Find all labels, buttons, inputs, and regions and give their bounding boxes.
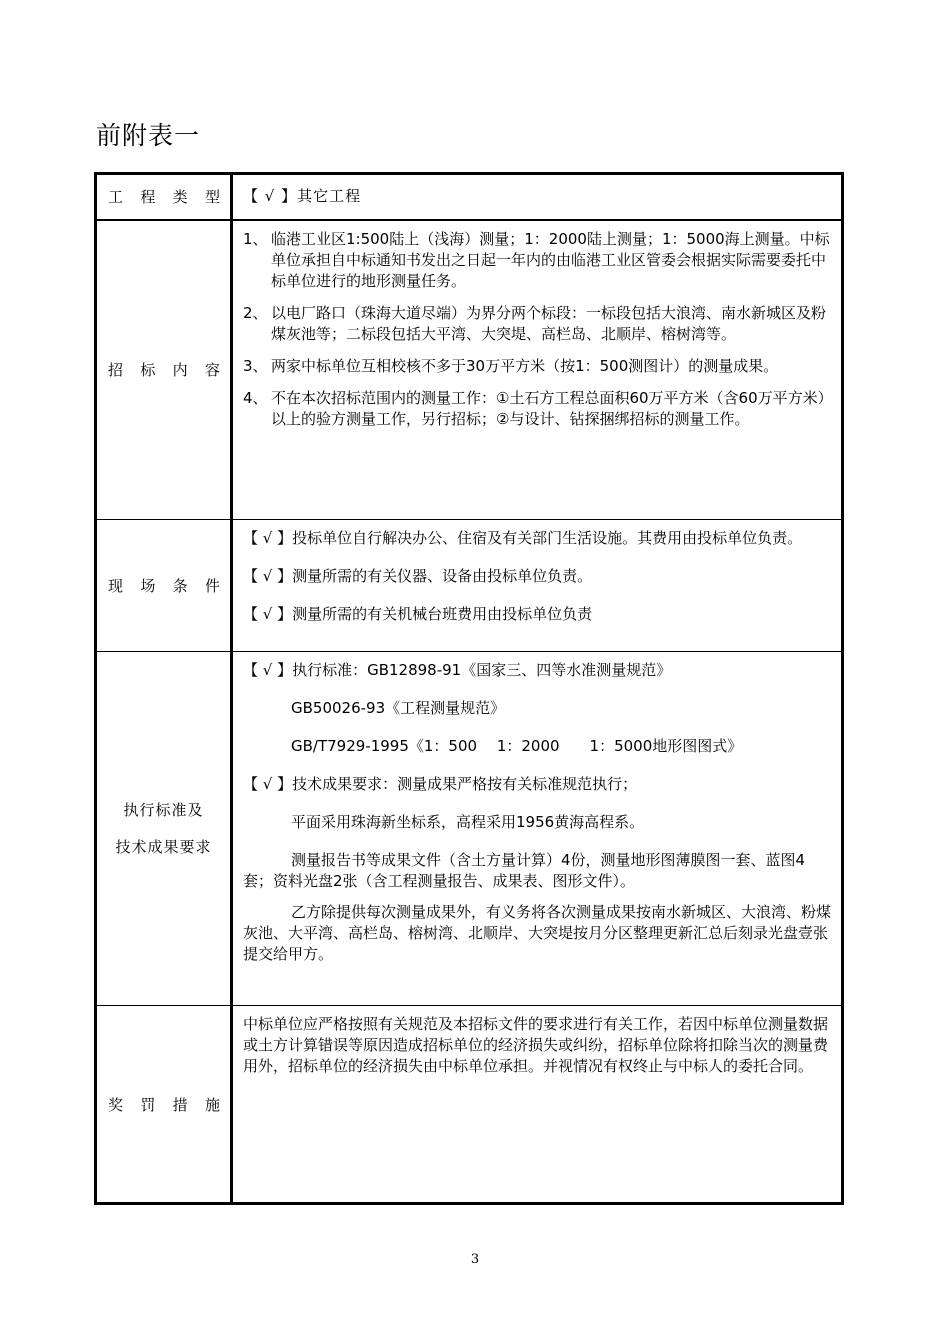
row-bid-content (96, 220, 843, 520)
item-number: 3、 (243, 356, 268, 375)
label-char: 内 (172, 361, 189, 380)
cell-bid-content (232, 220, 843, 520)
list-item (243, 388, 833, 430)
row-standards (96, 652, 843, 1006)
list-item (243, 229, 833, 292)
standard-text: 【 √ 】执行标准：GB12898-91《国家三、四等水准测量规范》 (243, 661, 672, 679)
label-char: 现 (108, 577, 125, 595)
cell-project-type (232, 174, 843, 220)
requirement-text: 测量报告书等成果文件（含土方量计算）4份，测量地形图薄膜图一套、蓝图4套；资料光盘2张（含工程测量报告、成果表、图形文件）。 (243, 851, 806, 890)
item-text: 以电厂路口（珠海大道尽端）为界分两个标段：一标段包括大浪湾、南水新城区及粉煤灰池等；二标段包括大平湾、大突堤、高栏岛、北顺岸、榕树湾等。 (271, 303, 827, 343)
item-text: 临港工业区1:500陆上（浅海）测量；1：2000陆上测量；1：5000海上测量。中标单位承担自中标通知书发出之日起一年内的由临港工业区管委会根据实际需要委托中标单位进行的地形测量任务。 (271, 229, 830, 290)
label-line: 技术成果要求 (115, 837, 212, 856)
list-item (243, 356, 833, 377)
requirement-text: 平面采用珠海新坐标系，高程采用1956黄海高程系。 (291, 813, 645, 831)
label-line: 执行标准及 (123, 800, 204, 819)
standard-text: GB/T7929-1995《1：500 1：2000 1：5000地形图图式》 (291, 737, 743, 755)
label-char: 条 (172, 577, 189, 595)
project-type-value: 【 √ 】其它工程 (243, 187, 362, 206)
label-char: 件 (204, 577, 221, 595)
list-item (243, 303, 833, 345)
rewards-penalties-text: 中标单位应严格按照有关规范及本招标文件的要求进行有关工作，若因中标单位测量数据或土方计算错误等原因造成招标单位的经济损失或纠纷，招标单位除将扣除当次的测量费用外，招标单位的经济损失由中标单位承担。并视情况有权终止与中标人的委托合同。 (243, 1015, 829, 1075)
label-char: 工 (108, 188, 125, 207)
site-condition-item: 【 √ 】测量所需的有关仪器、设备由投标单位负责。 (243, 567, 593, 585)
label-char: 罚 (140, 1095, 157, 1114)
site-condition-item: 【 √ 】测量所需的有关机械台班费用由投标单位负责 (243, 605, 593, 623)
label-char: 招 (108, 361, 125, 380)
page-number: 3 (470, 1252, 480, 1267)
site-condition-item: 【 √ 】投标单位自行解决办公、住宿及有关部门生活设施。其费用由投标单位负责。 (243, 529, 803, 547)
label-char: 措 (172, 1095, 189, 1114)
label-char: 奖 (108, 1095, 125, 1114)
requirement-text: 乙方除提供每次测量成果外，有义务将各次测量成果按南水新城区、大浪湾、粉煤灰池、大平湾、高栏岛、榕树湾、北顺岸、大突堤按月分区整理更新汇总后刻录光盘壹张提交给甲方。 (243, 903, 832, 963)
label-char: 容 (204, 361, 221, 380)
item-number: 2、 (243, 303, 268, 322)
row-rewards-penalties (96, 1006, 843, 1204)
label-char: 类 (172, 188, 189, 207)
requirement-text: 【 √ 】技术成果要求：测量成果严格按有关标准规范执行； (243, 775, 638, 793)
label-char: 施 (204, 1095, 221, 1114)
row-project-type (96, 174, 843, 220)
cell-standards (232, 652, 843, 1006)
label-site-conditions (96, 520, 232, 652)
label-bid-content (96, 220, 232, 520)
item-text: 不在本次招标范围内的测量工作：①土石方工程总面积60万平方米（含60万平方米）以上的验方测量工作，另行招标；②与设计、钻探捆绑招标的测量工作。 (271, 388, 833, 428)
label-char: 场 (140, 577, 157, 595)
page-title: 前附表一 (96, 121, 201, 150)
item-number: 4、 (243, 388, 268, 407)
bid-summary-table (94, 172, 844, 1205)
item-number: 1、 (243, 229, 268, 248)
label-char: 标 (140, 361, 157, 380)
cell-rewards-penalties (232, 1006, 843, 1204)
cell-site-conditions (232, 520, 843, 652)
label-rewards-penalties (96, 1006, 232, 1204)
row-site-conditions (96, 520, 843, 652)
label-char: 程 (140, 188, 157, 207)
label-project-type (96, 174, 232, 220)
label-char: 型 (204, 188, 221, 207)
label-standards (96, 652, 232, 1006)
standard-text: GB50026-93《工程测量规范》 (291, 699, 506, 717)
item-text: 两家中标单位互相校核不多于30万平方米（按1：500测图计）的测量成果。 (271, 356, 779, 375)
